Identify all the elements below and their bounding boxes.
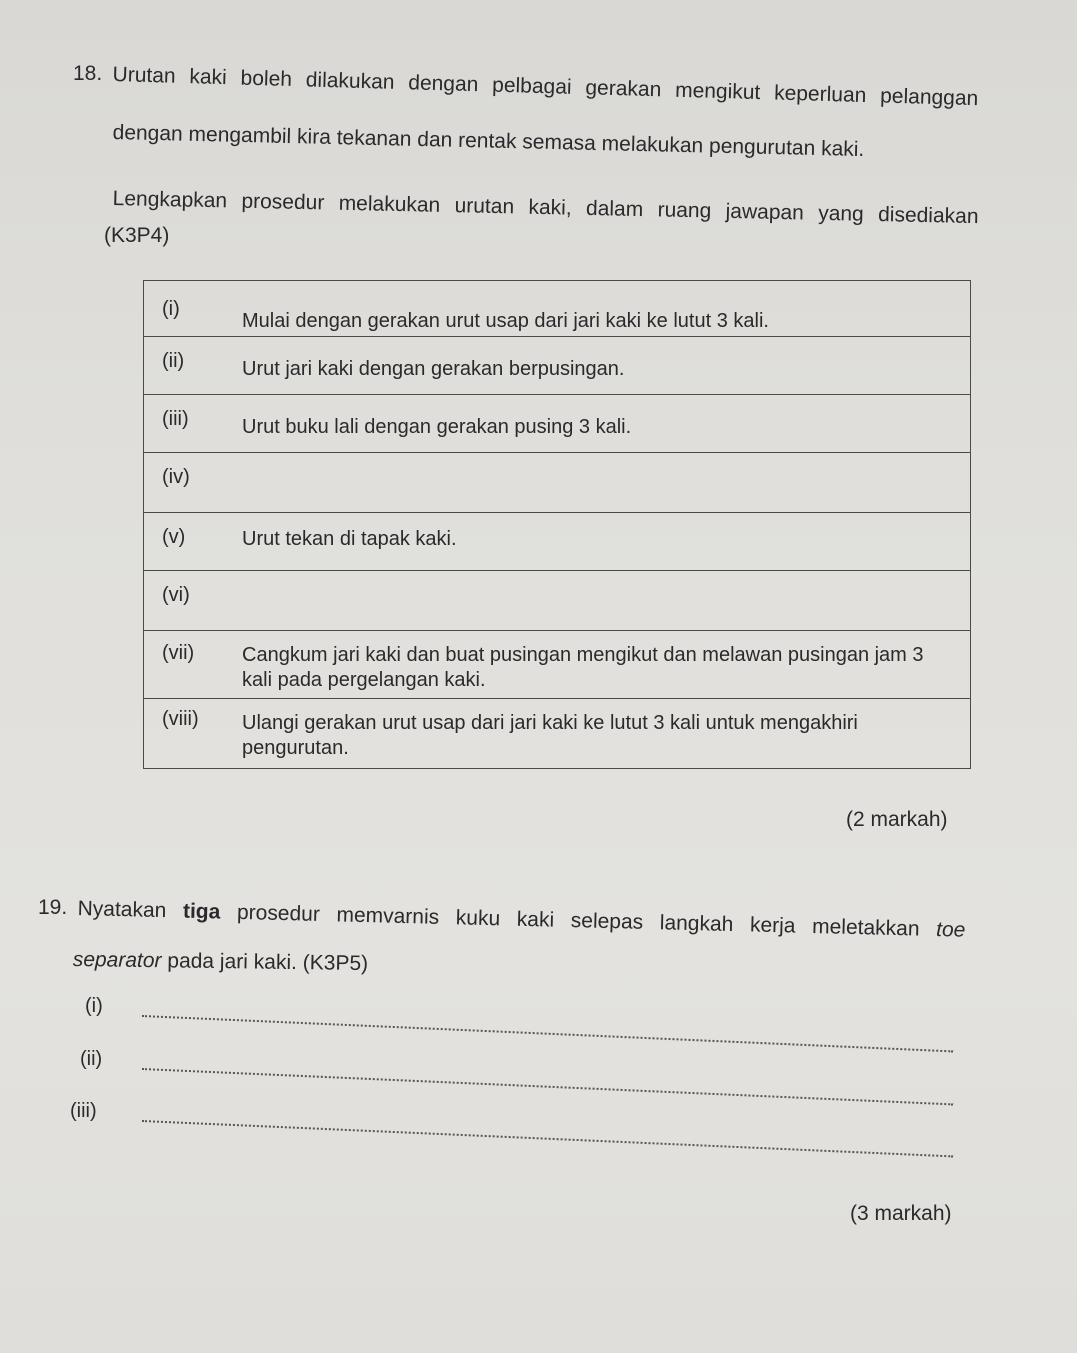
step-text: Urut buku lali dengan gerakan pusing 3 kali. bbox=[242, 416, 632, 438]
answer-label: (i) bbox=[85, 995, 103, 1017]
step-number: (v) bbox=[162, 526, 186, 548]
step-number: (vii) bbox=[162, 642, 195, 664]
question-18-line-1: Urutan kaki boleh dilakukan dengan pelbagai gerakan mengikut keperluan pelanggan bbox=[112, 62, 979, 111]
step-text: Mulai dengan gerakan urut usap dari jari kaki ke lutut 3 kali. bbox=[242, 310, 769, 332]
procedure-row bbox=[144, 281, 971, 337]
answer-line-1[interactable] bbox=[142, 1015, 953, 1052]
step-number: (iii) bbox=[162, 408, 189, 430]
procedure-row bbox=[144, 513, 971, 571]
step-number: (iv) bbox=[162, 466, 190, 488]
question-19-text-after: prosedur memvarnis kuku kaki selepas langkah kerja meletakkan bbox=[236, 900, 920, 941]
question-18-line-2: dengan mengambil kira tekanan dan rentak semasa melakukan pengurutan kaki. bbox=[112, 120, 865, 162]
answer-label: (ii) bbox=[80, 1048, 103, 1070]
step-number: (ii) bbox=[162, 350, 185, 372]
procedure-row bbox=[144, 395, 971, 453]
question-19-marks: (3 markah) bbox=[850, 1202, 952, 1225]
question-19-italic-separator: separator bbox=[72, 947, 162, 973]
answer-row-1 bbox=[80, 995, 960, 1027]
procedure-row bbox=[144, 337, 971, 395]
question-19-line-2 bbox=[73, 945, 473, 981]
question-19-line-1 bbox=[77, 894, 965, 946]
answer-row-3 bbox=[70, 1100, 950, 1132]
procedure-row bbox=[144, 631, 971, 699]
answer-row-2 bbox=[80, 1048, 960, 1080]
step-number: (viii) bbox=[162, 708, 199, 730]
step-text: Ulangi gerakan urut usap dari jari kaki ke lutut 3 kali untuk mengakhiri pengurutan. bbox=[242, 712, 858, 759]
procedure-row-blank bbox=[144, 571, 971, 631]
question-19-italic-toe: toe bbox=[935, 917, 966, 942]
answer-line-3[interactable] bbox=[142, 1120, 953, 1157]
step-text: Urut jari kaki dengan gerakan berpusingan. bbox=[242, 358, 625, 380]
procedure-row bbox=[144, 699, 971, 769]
question-18-code: (K3P4) bbox=[104, 224, 170, 247]
question-19-number: 19. bbox=[38, 896, 68, 919]
question-18-marks: (2 markah) bbox=[846, 808, 948, 831]
question-19-bold-word: tiga bbox=[182, 899, 221, 924]
step-text: Cangkum jari kaki dan buat pusingan mengikut dan melawan pusingan jam 3 kali pada pergelangan kaki. bbox=[242, 644, 924, 691]
question-18-number: 18. bbox=[73, 62, 103, 85]
question-18-instruction: Lengkapkan prosedur melakukan urutan kaki, dalam ruang jawapan yang disediakan bbox=[112, 186, 979, 229]
step-number: (vi) bbox=[162, 584, 190, 606]
step-text: Urut tekan di tapak kaki. bbox=[242, 528, 457, 550]
question-19-line-2-rest: pada jari kaki. (K3P5) bbox=[167, 949, 369, 976]
procedure-row-blank bbox=[144, 453, 971, 513]
answer-label: (iii) bbox=[70, 1100, 97, 1122]
procedure-table bbox=[143, 280, 971, 769]
step-number: (i) bbox=[162, 298, 180, 320]
question-19-text-before: Nyatakan bbox=[77, 896, 167, 923]
